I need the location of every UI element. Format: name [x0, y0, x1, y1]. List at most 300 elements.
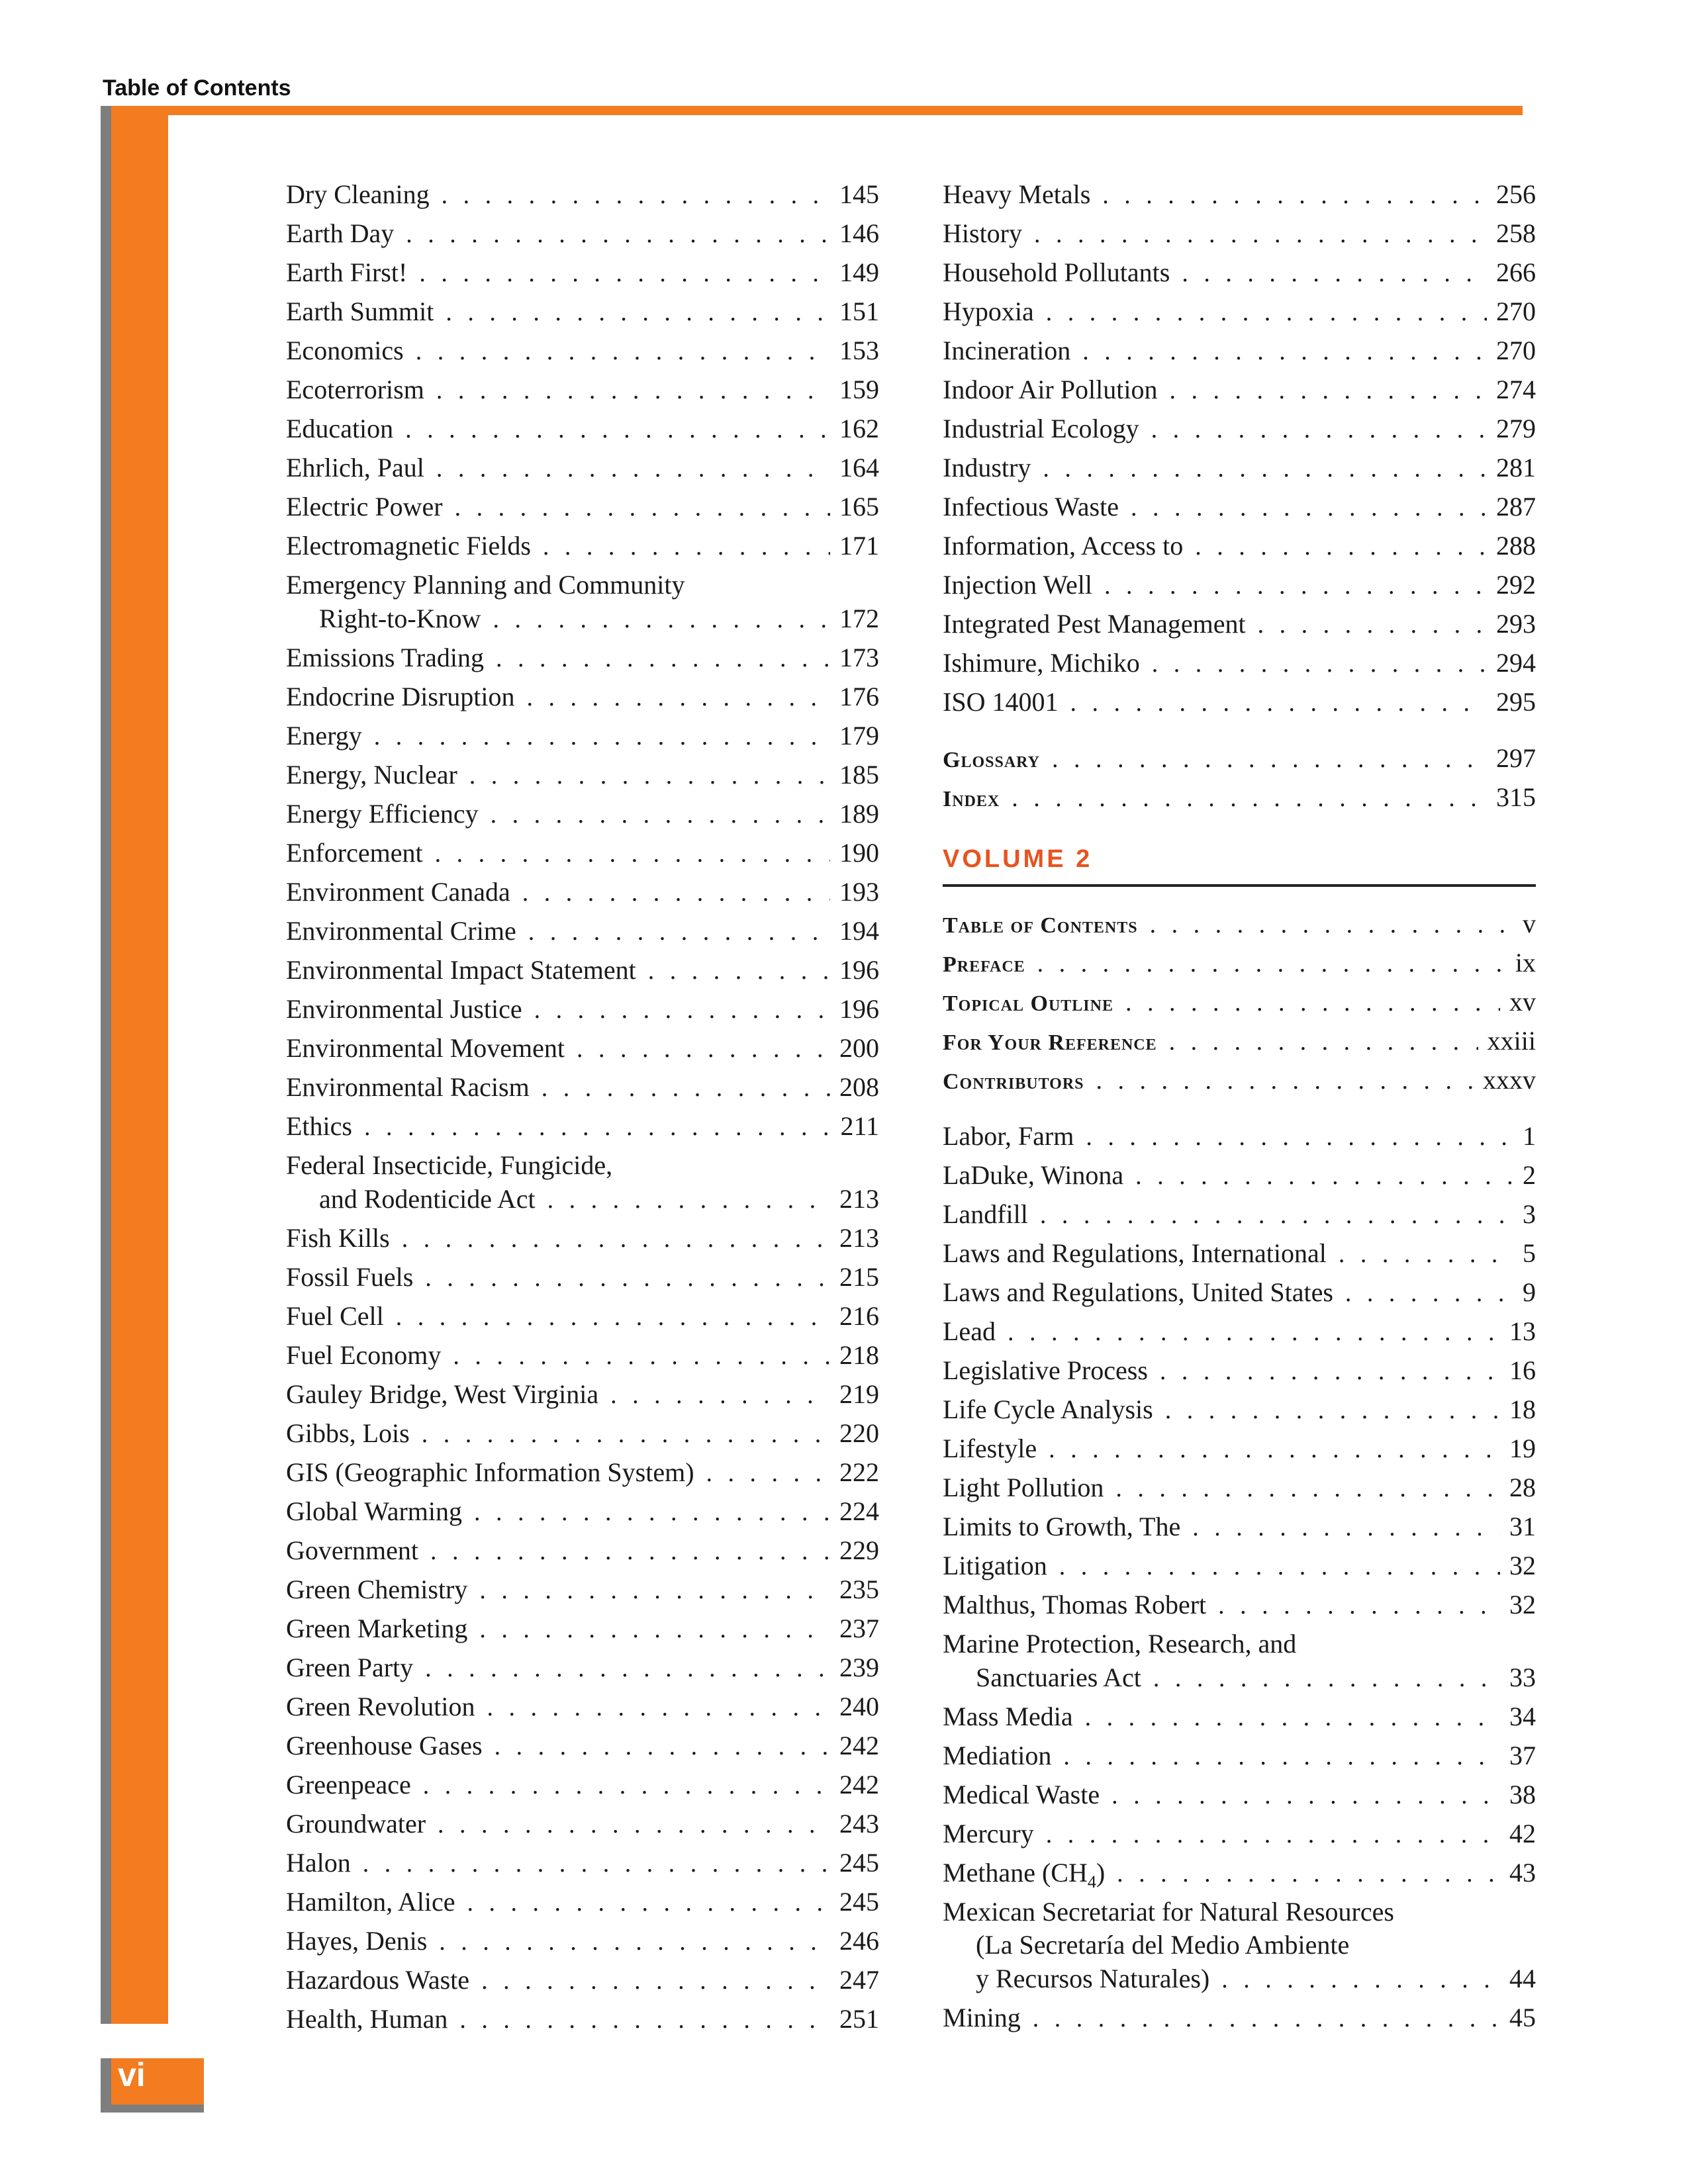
toc-entry[interactable]	[286, 1336, 879, 1375]
toc-entry-row	[943, 682, 1536, 721]
volume-2-heading: VOLUME 2	[943, 839, 1536, 887]
toc-entry-title-text: LaDuke, Winona	[943, 1160, 1124, 1190]
toc-entry-page: 288	[1496, 531, 1536, 561]
toc-entry-title-text: Ehrlich, Paul	[286, 453, 424, 482]
toc-entry-page: 43	[1509, 1858, 1536, 1888]
toc-entry-title	[286, 1414, 422, 1453]
toc-entry-title-text: Table of Contents	[943, 913, 1138, 938]
toc-entry[interactable]	[943, 1546, 1536, 1585]
toc-entry[interactable]	[286, 1068, 879, 1107]
dot-leader	[423, 1766, 830, 1805]
toc-entry-title-text: Incineration	[943, 336, 1071, 365]
toc-entry-row	[943, 643, 1536, 682]
toc-entry-title-text: Laws and Regulations, United States	[943, 1277, 1333, 1307]
toc-entry-page: 245	[839, 1848, 879, 1878]
toc-entry[interactable]	[943, 1156, 1536, 1195]
toc-entry[interactable]	[943, 1624, 1536, 1697]
toc-entry-title-text: Industrial Ecology	[943, 414, 1139, 443]
toc-entry-title	[286, 175, 442, 214]
toc-entry-title-text: Electric Power	[286, 492, 443, 522]
toc-entry[interactable]	[286, 409, 879, 448]
toc-entry[interactable]	[943, 1021, 1536, 1060]
toc-entry-title-text: Environment Canada	[286, 877, 510, 907]
toc-entry[interactable]	[943, 1060, 1536, 1099]
dot-leader	[422, 1415, 830, 1454]
toc-entry-title	[943, 1312, 1008, 1351]
toc-entry-row	[943, 1195, 1536, 1234]
toc-entry[interactable]	[943, 1390, 1536, 1429]
toc-entry-row	[286, 409, 879, 448]
toc-entry-page: 258	[1496, 218, 1536, 248]
toc-entry[interactable]	[286, 1297, 879, 1336]
toc-entry-title-text: Halon	[286, 1848, 351, 1878]
toc-entry[interactable]	[943, 1429, 1536, 1468]
toc-entry-page: 245	[839, 1887, 879, 1917]
toc-entry-row	[943, 1116, 1536, 1156]
dot-leader	[547, 1181, 830, 1220]
toc-entry[interactable]	[286, 487, 879, 526]
toc-entry-page: 242	[839, 1731, 879, 1760]
spacer	[943, 817, 1536, 834]
toc-entry-title-text: Ishimure, Michiko	[943, 648, 1140, 678]
toc-entry[interactable]	[943, 1116, 1536, 1156]
toc-entry-title	[286, 1843, 363, 1882]
toc-entry-page: xv	[1509, 987, 1536, 1017]
toc-entry[interactable]	[286, 755, 879, 794]
dot-leader	[1059, 1547, 1500, 1586]
toc-entry[interactable]	[286, 1609, 879, 1648]
side-bar	[111, 115, 168, 2024]
toc-entry-row	[943, 487, 1536, 526]
toc-entry-page: 3	[1523, 1199, 1536, 1229]
toc-entry-row	[286, 1960, 879, 1999]
toc-entry-page: 151	[839, 296, 879, 326]
toc-entry-title	[286, 1336, 453, 1375]
toc-entry-title-line: (La Secretaría del Medio Ambiente	[976, 1930, 1350, 1960]
toc-entry[interactable]	[286, 677, 879, 716]
dot-leader	[534, 991, 830, 1030]
toc-entry-title-text: GIS (Geographic Information System)	[286, 1457, 694, 1487]
toc-entry-title	[943, 682, 1070, 721]
toc-entry-page: 222	[839, 1457, 879, 1487]
toc-entry-title	[286, 1804, 438, 1843]
toc-entry-page: 16	[1509, 1355, 1536, 1385]
toc-entry-title-text: Sanctuaries Act	[976, 1662, 1141, 1692]
toc-entry-row	[286, 1028, 879, 1068]
toc-entry-title	[286, 214, 406, 253]
toc-entry-row	[943, 1156, 1536, 1195]
toc-entry-title	[943, 1429, 1049, 1468]
toc-entry-title-text: Preface	[943, 952, 1025, 977]
toc-entry-row	[286, 1726, 879, 1765]
toc-entry[interactable]	[286, 1107, 879, 1146]
toc-entry-title	[943, 1775, 1111, 1814]
toc-entry-row	[943, 1814, 1536, 1853]
toc-right-column	[943, 175, 1536, 2037]
toc-entry-title	[286, 677, 527, 716]
toc-entry-row	[943, 1998, 1536, 2037]
toc-entry-row	[319, 1179, 879, 1218]
toc-entry-row	[286, 1068, 879, 1107]
toc-entry-page: 215	[839, 1262, 879, 1292]
toc-entry-title-text: Infectious Waste	[943, 492, 1119, 522]
toc-entry[interactable]	[943, 1195, 1536, 1234]
dot-leader	[1218, 1586, 1500, 1625]
toc-entry-title	[943, 1023, 1169, 1062]
toc-entry[interactable]	[286, 716, 879, 755]
toc-entry-row	[943, 1273, 1536, 1312]
toc-entry-row	[286, 716, 879, 755]
toc-entry[interactable]	[943, 1507, 1536, 1546]
toc-entry-page: 2	[1523, 1160, 1536, 1190]
toc-entry-title-text: Lifestyle	[943, 1433, 1037, 1463]
toc-entry[interactable]	[286, 1453, 879, 1492]
spacer	[943, 887, 1536, 904]
dot-leader	[419, 254, 830, 293]
toc-entry-row	[286, 833, 879, 872]
toc-entry[interactable]	[943, 1697, 1536, 1736]
toc-entry-title-text: Malthus, Thomas Robert	[943, 1590, 1207, 1619]
toc-entry[interactable]	[943, 409, 1536, 448]
toc-entry-title-text: Green Marketing	[286, 1614, 468, 1643]
toc-entry-title	[286, 1107, 364, 1146]
toc-entry-page: 281	[1496, 453, 1536, 482]
dot-leader	[1096, 1062, 1474, 1101]
toc-entry[interactable]	[943, 487, 1536, 526]
toc-entry-title	[943, 487, 1131, 526]
toc-entry-title-text: Hazardous Waste	[286, 1965, 470, 1995]
toc-entry[interactable]	[943, 1998, 1536, 2037]
toc-entry[interactable]	[286, 1999, 879, 2038]
toc-entry-title	[943, 643, 1152, 682]
toc-entry[interactable]	[943, 604, 1536, 643]
toc-entry-row	[286, 331, 879, 370]
toc-entry[interactable]	[943, 175, 1536, 214]
dot-leader	[396, 1298, 830, 1337]
toc-entry-title-text: Fossil Fuels	[286, 1262, 414, 1292]
toc-entry-title-text: Integrated Pest Management	[943, 609, 1246, 639]
toc-entry-row	[943, 982, 1536, 1021]
toc-entry-title-text: Methane (CH	[943, 1858, 1088, 1888]
dot-leader	[1221, 1960, 1500, 1999]
toc-entry-title-text: Ecoterrorism	[286, 375, 424, 404]
toc-entry-page: 237	[839, 1614, 879, 1643]
toc-entry-page: 239	[839, 1653, 879, 1682]
toc-entry-page: 179	[839, 721, 879, 751]
toc-entry-page: 173	[839, 643, 879, 672]
toc-entry[interactable]	[286, 1257, 879, 1297]
toc-entry-row	[286, 1297, 879, 1336]
toc-entry-title-text: Right-to-Know	[319, 604, 481, 633]
toc-entry-page: 18	[1509, 1394, 1536, 1424]
toc-entry[interactable]	[943, 292, 1536, 331]
toc-entry[interactable]	[286, 565, 879, 638]
toc-entry-page: 194	[839, 916, 879, 946]
dot-leader	[1008, 1313, 1500, 1352]
dot-leader	[1258, 606, 1487, 645]
dot-leader	[1182, 254, 1487, 293]
toc-entry[interactable]	[943, 943, 1536, 982]
toc-entry[interactable]	[286, 331, 879, 370]
toc-entry-title-text: Education	[286, 414, 394, 443]
toc-entry-row	[286, 253, 879, 292]
toc-entry[interactable]	[286, 448, 879, 487]
toc-entry[interactable]	[286, 253, 879, 292]
toc-entry[interactable]	[286, 1882, 879, 1921]
toc-entry-row	[286, 794, 879, 833]
toc-entry-title-text: Mass Media	[943, 1702, 1073, 1731]
toc-entry[interactable]	[286, 1375, 879, 1414]
toc-entry-title-text: Enforcement	[286, 838, 423, 868]
dot-leader	[1085, 1698, 1500, 1737]
toc-entry-title-text: Labor, Farm	[943, 1121, 1074, 1151]
toc-entry-row	[286, 214, 879, 253]
dot-leader	[1339, 1235, 1513, 1274]
toc-entry[interactable]	[286, 1146, 879, 1218]
toc-entry-page: 190	[839, 838, 879, 868]
toc-entry[interactable]	[286, 1726, 879, 1765]
toc-entry-row	[286, 1921, 879, 1960]
dot-leader	[1125, 983, 1500, 1023]
dot-leader	[1151, 410, 1487, 449]
toc-entry-title-text: Gauley Bridge, West Virginia	[286, 1379, 599, 1409]
toc-entry-page: 279	[1496, 414, 1536, 443]
toc-entry-title	[943, 945, 1037, 984]
toc-entry[interactable]	[943, 778, 1536, 817]
toc-entry[interactable]	[286, 175, 879, 214]
toc-entry-row	[286, 1648, 879, 1687]
dot-leader	[1195, 527, 1487, 567]
toc-entry[interactable]	[286, 950, 879, 989]
toc-entry-title	[286, 292, 446, 331]
toc-entry-title	[286, 1068, 542, 1107]
toc-entry-page: 287	[1496, 492, 1536, 522]
dot-leader	[577, 1030, 830, 1069]
toc-entry-title-text: Hamilton, Alice	[286, 1887, 455, 1917]
toc-entry-title-text: Hypoxia	[943, 296, 1034, 326]
toc-entry-title-suffix: )	[1096, 1858, 1106, 1888]
toc-entry-page: 293	[1496, 609, 1536, 639]
toc-entry[interactable]	[286, 872, 879, 911]
toc-entry[interactable]	[943, 1351, 1536, 1390]
toc-entry-title	[286, 638, 496, 677]
toc-entry[interactable]	[943, 739, 1536, 778]
dot-leader	[479, 1571, 830, 1610]
toc-entry-title-text: Legislative Process	[943, 1355, 1148, 1385]
dot-leader	[430, 1532, 830, 1571]
toc-entry-title-text: Environmental Racism	[286, 1072, 530, 1102]
toc-entry-title-text: Lead	[943, 1316, 996, 1346]
toc-entry[interactable]	[943, 682, 1536, 721]
toc-entry-page: 149	[839, 257, 879, 287]
toc-entry[interactable]	[943, 526, 1536, 565]
toc-entry[interactable]	[286, 1414, 879, 1453]
toc-entry-title	[286, 1492, 474, 1531]
volume-2-entries	[943, 1116, 1536, 2037]
toc-entry-row	[943, 1775, 1536, 1814]
toc-entry-title-text: Household Pollutants	[943, 257, 1170, 287]
toc-entry[interactable]	[286, 370, 879, 409]
dot-leader	[1169, 371, 1487, 410]
toc-entry[interactable]	[943, 1234, 1536, 1273]
toc-entry[interactable]	[286, 1765, 879, 1804]
toc-entry-title	[943, 1156, 1135, 1195]
toc-entry-page: 9	[1523, 1277, 1536, 1307]
toc-entry[interactable]	[943, 370, 1536, 409]
toc-entry-title	[943, 1585, 1218, 1624]
dot-leader	[469, 756, 830, 796]
toc-entry[interactable]	[286, 794, 879, 833]
running-header: Table of Contents	[103, 75, 291, 101]
toc-entry[interactable]	[286, 526, 879, 565]
toc-entry-row	[286, 1453, 879, 1492]
toc-entry-row	[943, 1390, 1536, 1429]
toc-entry-title	[286, 1999, 459, 2038]
toc-entry[interactable]	[943, 448, 1536, 487]
toc-entry-row	[943, 409, 1536, 448]
dot-leader	[479, 1610, 830, 1649]
toc-entry[interactable]	[943, 1853, 1536, 1892]
toc-entry-row	[286, 448, 879, 487]
toc-entry[interactable]	[286, 1687, 879, 1726]
dot-leader	[1043, 449, 1487, 488]
toc-entry-title-text: and Rodenticide Act	[319, 1184, 536, 1214]
toc-entry-title	[943, 1234, 1339, 1273]
toc-entry-title-text: For Your Reference	[943, 1030, 1157, 1055]
dot-leader	[453, 1337, 830, 1376]
toc-entry-page: 34	[1509, 1702, 1536, 1731]
toc-entry-title-text: Economics	[286, 336, 404, 365]
toc-entry-row	[286, 1107, 879, 1146]
toc-entry-title	[286, 716, 374, 755]
toc-entry[interactable]	[943, 1273, 1536, 1312]
toc-entry[interactable]	[286, 1648, 879, 1687]
toc-entry-page: 162	[839, 414, 879, 443]
toc-entry[interactable]	[943, 1585, 1536, 1624]
toc-entry-title-text: Mining	[943, 2003, 1021, 2032]
toc-entry-page: 146	[839, 218, 879, 248]
toc-entry-title	[286, 1960, 481, 1999]
dot-leader	[1040, 1196, 1513, 1235]
dot-leader	[425, 1649, 830, 1688]
toc-entry[interactable]	[286, 1843, 879, 1882]
toc-entry[interactable]	[286, 833, 879, 872]
toc-entry[interactable]	[943, 565, 1536, 604]
toc-entry-title-text: Earth Day	[286, 218, 395, 248]
toc-entry-title	[286, 448, 436, 487]
toc-entry[interactable]	[943, 982, 1536, 1021]
toc-entry[interactable]	[943, 1736, 1536, 1775]
toc-entry-row	[286, 989, 879, 1028]
toc-entry-title	[943, 175, 1102, 214]
toc-entry-page: 5	[1523, 1238, 1536, 1268]
dot-leader	[542, 1069, 830, 1108]
toc-entry-row	[286, 638, 879, 677]
toc-entry-row	[943, 292, 1536, 331]
toc-entry-title	[976, 1658, 1153, 1697]
toc-entry[interactable]	[943, 253, 1536, 292]
toc-entry-page: 218	[839, 1340, 879, 1370]
toc-entry[interactable]	[286, 1028, 879, 1068]
toc-entry[interactable]	[286, 1531, 879, 1570]
toc-entry[interactable]	[286, 1218, 879, 1257]
toc-entry-page: 1	[1523, 1121, 1536, 1151]
dot-leader	[493, 600, 830, 639]
toc-entry[interactable]	[286, 1804, 879, 1843]
toc-entry-row	[943, 1351, 1536, 1390]
toc-entry-title	[286, 1687, 487, 1726]
toc-entry[interactable]	[943, 1468, 1536, 1507]
toc-entry[interactable]	[943, 1312, 1536, 1351]
toc-entry-title-text: Environmental Movement	[286, 1033, 565, 1063]
dot-leader	[363, 1844, 830, 1884]
toc-entry-title	[943, 780, 1012, 819]
toc-entry-title	[286, 872, 522, 911]
toc-entry-title	[286, 370, 436, 409]
toc-entry-page: 189	[839, 799, 879, 829]
dot-leader	[481, 1962, 830, 2001]
toc-entry-title-text: Life Cycle Analysis	[943, 1394, 1153, 1424]
toc-entry-row	[943, 904, 1536, 943]
toc-entry-title	[286, 755, 469, 794]
toc-entry-title	[286, 1218, 402, 1257]
toc-entry[interactable]	[943, 214, 1536, 253]
toc-entry[interactable]	[286, 989, 879, 1028]
toc-entry[interactable]	[286, 638, 879, 677]
dot-leader	[1063, 1737, 1500, 1776]
toc-entry-row	[286, 1609, 879, 1648]
toc-entry[interactable]	[286, 1921, 879, 1960]
toc-entry-title	[943, 1116, 1086, 1156]
toc-entry-row	[943, 1546, 1536, 1585]
toc-entry[interactable]	[286, 1960, 879, 1999]
toc-entry[interactable]	[286, 911, 879, 950]
toc-entry-row	[943, 526, 1536, 565]
toc-entry-row	[286, 755, 879, 794]
toc-entry[interactable]	[286, 292, 879, 331]
toc-entry-page: 315	[1496, 782, 1536, 812]
toc-entry-title-text: Ethics	[286, 1111, 352, 1141]
toc-entry-row	[286, 677, 879, 716]
toc-entry-title	[943, 370, 1169, 409]
toc-entry[interactable]	[943, 904, 1536, 943]
dot-leader	[1117, 1854, 1500, 1893]
toc-entry-title-text: Light Pollution	[943, 1473, 1104, 1502]
toc-entry[interactable]	[286, 214, 879, 253]
toc-entry-title-text: Index	[943, 787, 1000, 811]
toc-entry[interactable]	[943, 331, 1536, 370]
toc-entry-title-text: Greenpeace	[286, 1770, 411, 1799]
dot-leader	[1046, 293, 1487, 332]
toc-entry-page: 270	[1496, 296, 1536, 326]
toc-entry-page: 297	[1496, 743, 1536, 773]
dot-leader	[1165, 1391, 1500, 1430]
toc-entry-page: 270	[1496, 336, 1536, 365]
toc-entry-page: 33	[1509, 1662, 1536, 1692]
toc-entry-title	[286, 794, 491, 833]
toc-entry[interactable]	[943, 643, 1536, 682]
toc-entry-page: 256	[1496, 179, 1536, 209]
dot-leader	[1104, 567, 1487, 606]
dot-leader	[425, 1259, 830, 1298]
toc-entry-row	[976, 1658, 1536, 1697]
toc-entry[interactable]	[943, 1775, 1536, 1814]
toc-entry[interactable]	[943, 1814, 1536, 1853]
toc-entry-title-text: Fuel Economy	[286, 1340, 442, 1370]
toc-entry[interactable]	[286, 1570, 879, 1609]
toc-entry[interactable]	[286, 1492, 879, 1531]
toc-entry[interactable]	[943, 1892, 1536, 1998]
